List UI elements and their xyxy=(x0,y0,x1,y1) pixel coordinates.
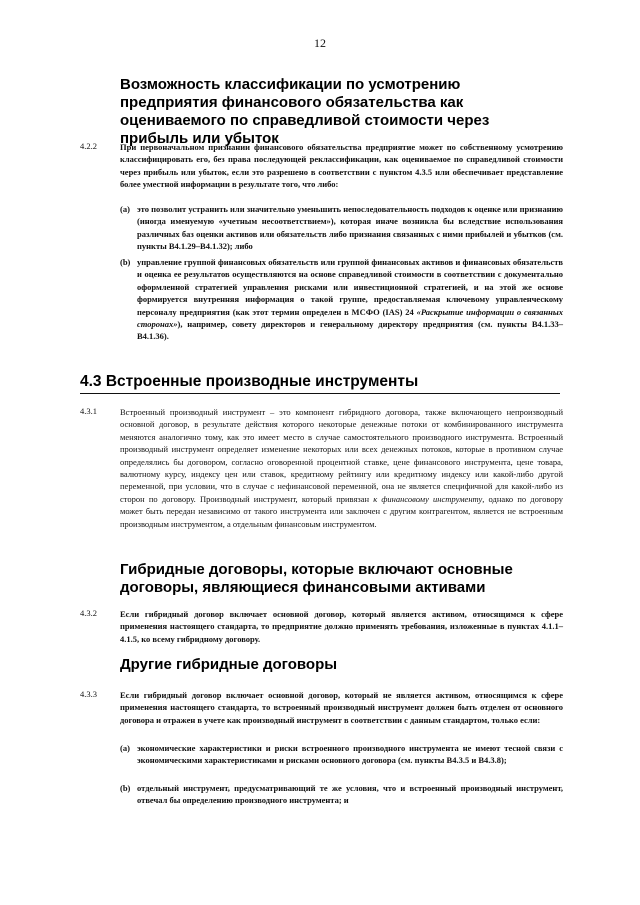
list-item-4-3-3-a xyxy=(120,742,563,767)
page-number: 12 xyxy=(314,36,326,50)
paragraph-number-4-3-3: 4.3.3 xyxy=(80,689,97,699)
list-item-4-2-2-b xyxy=(120,256,563,343)
paragraph-4-3-1 xyxy=(120,406,563,530)
section-heading-classification: Возможность классификации по усмотрению предприятия финансового обязательства как оцениваемого по справедливой стоимости через прибыль или убыток xyxy=(120,76,490,147)
list-item-text-part: ), например, совету директоров и генеральному директору предприятия (см. пункты B4.1.33–B4.1.36). xyxy=(137,319,563,342)
list-item-text: экономические характеристики и риски встроенного производного инструмента не имеют тесной связи с экономическими характеристиками и рисками основного договора (см. пункты B4.3.5 и B4.3.8); xyxy=(137,743,563,766)
list-item-text: отдельный инструмент, предусматривающий те же условия, что и встроенный производный инструмент, отвечал бы определению производного инструмента; и xyxy=(137,783,563,806)
list-item-label: (b) xyxy=(120,783,131,793)
list-item-label: (b) xyxy=(120,257,131,267)
list-item-text-italic: «Раскрытие информации о связанных сторонах» xyxy=(137,306,563,330)
paragraph-text-part: Встроенный производный инструмент – это компонент гибридного договора, также включающего непроизводный основной договор, в результате действия которого некоторые денежные потоки от комбинированного инструмента меняются аналогично тому, как это имеет место в случае самостоятельного производного инструмента. Встроенный производный инструмент определяет изменение некоторых или всех денежных потоков, которые в противном случае определялись бы договором, согласно оговоренной процентной ставке, цене финансового инструмента, цене товара, валютному курсу, индексу цен или ставок, кредитному рейтингу или кредитному индексу или какой-либо другой переменной, при условии, что в случае с нефинансовой переменной, она не является специфичной для какой-либо из сторон по договору. Производный инструмент, который привязан xyxy=(120,407,563,504)
list-item-label: (a) xyxy=(120,204,130,214)
list-item-label: (a) xyxy=(120,743,130,753)
paragraph-text-part: , однако по договору может быть передан независимо от такого инструмента или заключен с другим контрагентом, является не встроенным производным инструментом, а отдельным финансовым инструментом. xyxy=(120,493,564,529)
paragraph-4-3-3: Если гибридный договор включает основной договор, который не является активом, относящимся к сфере применения настоящего стандарта, то встроенный производный инструмент должен быть отделен от основного договора и отражен в учете как производный инструмент в соответствии с данным стандартом, только если: xyxy=(120,690,563,725)
paragraph-number-4-3-1: 4.3.1 xyxy=(80,406,97,416)
paragraph-4-3-2: Если гибридный договор включает основной договор, который является активом, относящимся к сфере применения настоящего стандарта, то предприятие должно применять требования, изложенные в пунктах 4.1.1–4.1.5, ко всему гибридному договору. xyxy=(120,609,563,644)
list-item-text-part: управление группой финансовых обязательств или группой финансовых активов и финансовых обязательств и оценка ее результатов осуществляются на основе справедливой стоимости в соответствии с документально оформленной стратегией управления рисками или инвестиционной стратегией, и на этой же основе формируется внутренняя информация о такой группе, предоставляемая ключевому управленческому персоналу предприятия (как этот термин определен в МСФО (IAS) 24 xyxy=(137,257,563,317)
paragraph-4-2-2: При первоначальном признании финансового обязательства предприятие может по собственному усмотрению классифицировать его, без права последующей реклассификации, как оцениваемое по справедливой стоимости через прибыль или убыток, если это разрешено в соответствии с пунктом 4.3.5 или обеспечивает представление более уместной информации в результате того, что либо: xyxy=(120,142,563,190)
paragraph-text-italic: к финансовому инструменту xyxy=(373,493,483,504)
list-item-4-2-2-a xyxy=(120,203,563,253)
list-item-text: это позволит устранить или значительно уменьшить непоследовательность подходов к оценке или признанию (иногда именуемую «учетным несоответствием»), которая иначе возникла бы вследствие использования различных баз оценки активов или обязательств либо признания связанных с ними прибылей и убытков (см. пункты B4.1.29–B4.1.32); либо xyxy=(137,204,563,252)
section-heading-embedded-derivatives: 4.3 Встроенные производные инструменты xyxy=(80,373,560,394)
section-heading-other-hybrid: Другие гибридные договоры xyxy=(120,656,338,673)
list-item-text xyxy=(137,256,563,343)
paragraph-number-4-3-2: 4.3.2 xyxy=(80,608,97,618)
list-item-4-3-3-b xyxy=(120,782,563,807)
paragraph-number-4-2-2: 4.2.2 xyxy=(80,141,97,151)
section-heading-hybrid-financial-assets: Гибридные договоры, которые включают основные договоры, являющиеся финансовыми активами xyxy=(120,561,513,596)
